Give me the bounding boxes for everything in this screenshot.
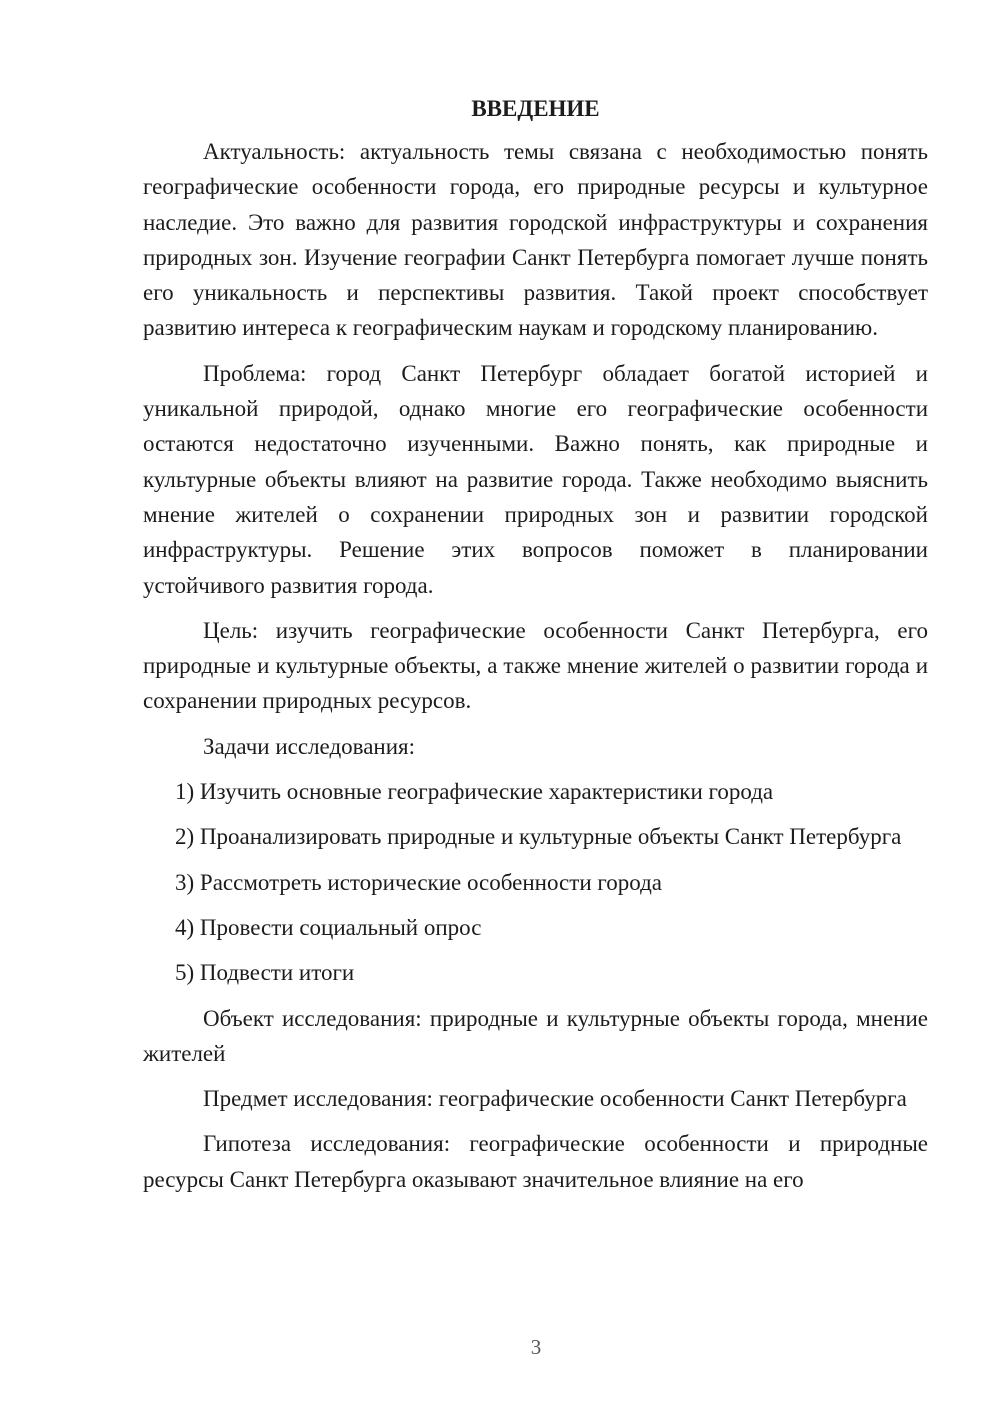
goal-paragraph: Цель: изучить географические особенности Санкт Петербурга, его природные и культурные объекты, а также мнение жителей о развитии города и сохранении природных ресурсов. [143,617,928,714]
task-item: 2) Проанализировать природные и культурные объекты Санкт Петербурга [175,824,902,850]
object-paragraph: Объект исследования: природные и культурные объекты города, мнение жителей [143,1005,928,1066]
task-item: 4) Провести социальный опрос [175,914,482,940]
relevance-paragraph: Актуальность: актуальность темы связана с необходимостью понять географические особенности города, его природные ресурсы и культурное наследие. Это важно для развития городской инфраструктуры и сохранения природных зон. Изучение географии Санкт Петербурга помогает лучше понять его уникальность и перспективы развития. Такой проект способствует развитию интереса к географическим наукам и городскому планированию. [143,139,928,341]
section-title: ВВЕДЕНИЕ [471,96,600,121]
page-number: 3 [530,1335,542,1359]
task-item: 5) Подвести итоги [175,960,355,986]
task-item: 1) Изучить основные географические характеристики города [175,779,774,805]
tasks-heading: Задачи исследования: [203,733,416,759]
subject-paragraph: Предмет исследования: географические особенности Санкт Петербурга [203,1086,907,1112]
hypothesis-paragraph: Гипотеза исследования: географические особенности и природные ресурсы Санкт Петербурга оказывают значительное влияние на его [143,1131,928,1192]
problem-paragraph: Проблема: город Санкт Петербург обладает богатой историей и уникальной природой, однако многие его географические особенности остаются недостаточно изученными. Важно понять, как природные и культурные объекты влияют на развитие города. Также необходимо выяснить мнение жителей о сохранении природных зон и развитии городской инфраструктуры. Решение этих вопросов поможет в планировании устойчивого развития города. [143,360,928,598]
task-item: 3) Рассмотреть исторические особенности города [175,869,662,895]
page-content [143,94,928,1207]
